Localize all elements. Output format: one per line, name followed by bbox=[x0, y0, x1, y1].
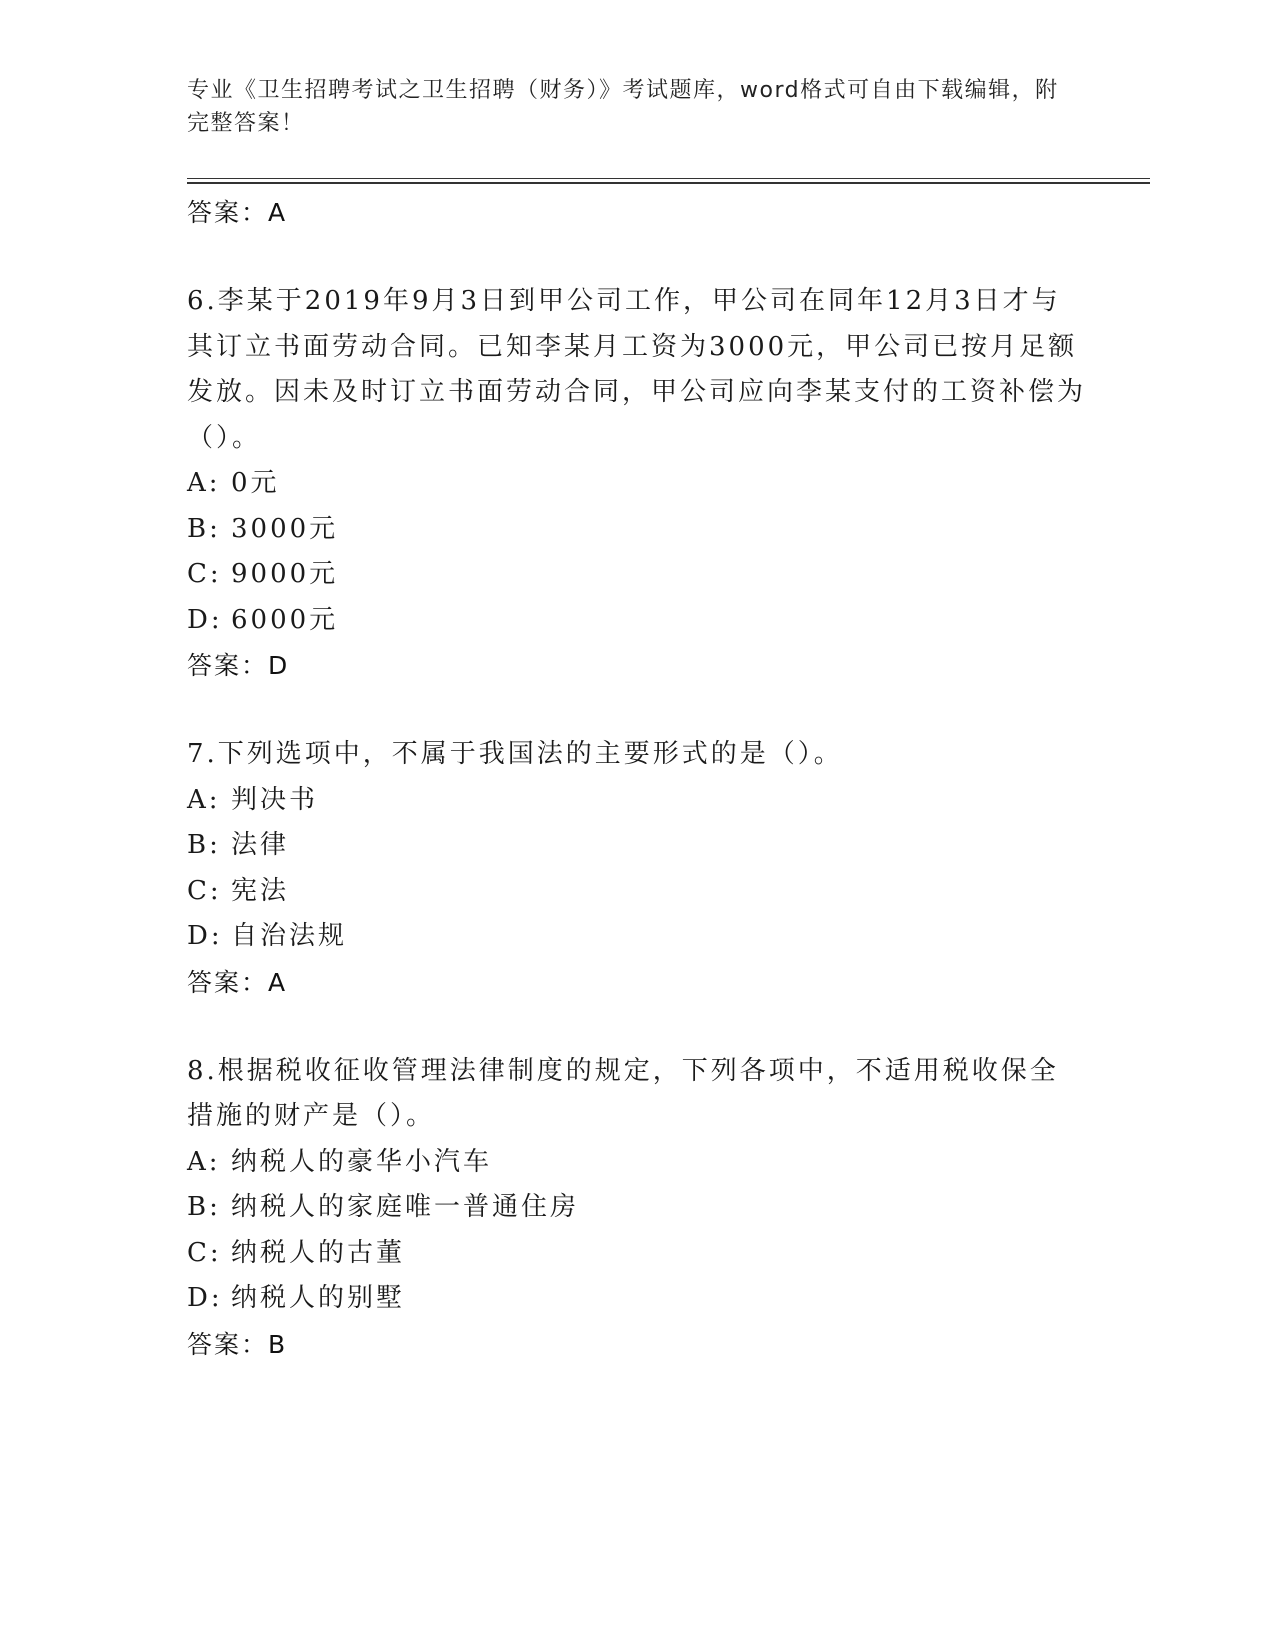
page-header-title: 专业《卫生招聘考试之卫生招聘（财务）》考试题库，word格式可自由下载编辑，附完整答案！ bbox=[187, 78, 1059, 136]
spacer bbox=[187, 1005, 1087, 1049]
answer-line: 答案：D bbox=[187, 651, 290, 680]
option-letter: B: bbox=[187, 513, 221, 544]
option-d bbox=[187, 914, 1087, 960]
option-letter: A: bbox=[187, 1146, 221, 1177]
header-divider-thick bbox=[187, 182, 1150, 184]
option-text: 纳税人的豪华小汽车 bbox=[231, 1146, 493, 1177]
option-text: 判决书 bbox=[231, 784, 319, 815]
option-a bbox=[187, 461, 1087, 507]
option-b bbox=[187, 823, 1087, 869]
option-c bbox=[187, 1231, 1087, 1277]
option-a bbox=[187, 1140, 1087, 1186]
option-text: 0元 bbox=[231, 468, 280, 498]
option-text: 纳税人的别墅 bbox=[231, 1283, 406, 1313]
question-block bbox=[187, 279, 1087, 643]
question-stem: 7.下列选项中，不属于我国法的主要形式的是（）。 bbox=[187, 739, 843, 769]
question-block bbox=[187, 1049, 1087, 1322]
option-text: 3000元 bbox=[231, 513, 339, 544]
option-letter: B: bbox=[187, 830, 221, 860]
option-letter: D: bbox=[187, 921, 223, 951]
option-letter: D: bbox=[187, 604, 223, 635]
spacer bbox=[187, 235, 1087, 279]
spacer bbox=[187, 688, 1087, 732]
question-block bbox=[187, 732, 1087, 960]
option-letter: C: bbox=[187, 559, 222, 589]
header-divider-thin bbox=[187, 178, 1150, 179]
option-b bbox=[187, 507, 1087, 553]
question-list bbox=[187, 190, 1087, 1367]
option-letter: D: bbox=[187, 1283, 223, 1313]
option-text: 纳税人的古董 bbox=[231, 1237, 406, 1268]
option-letter: C: bbox=[187, 1237, 222, 1268]
option-text: 6000元 bbox=[231, 604, 339, 635]
answer-line: 答案：A bbox=[187, 198, 288, 227]
option-text: 纳税人的家庭唯一普通住房 bbox=[231, 1192, 580, 1222]
option-b bbox=[187, 1185, 1087, 1231]
question-stem: 8.根据税收征收管理法律制度的规定，下列各项中，不适用税收保全措施的财产是（）。 bbox=[187, 1055, 1059, 1131]
option-c bbox=[187, 552, 1087, 598]
answer-line: 答案：B bbox=[187, 1329, 288, 1359]
option-c bbox=[187, 869, 1087, 915]
option-text: 法律 bbox=[231, 830, 290, 860]
option-text: 自治法规 bbox=[231, 921, 348, 951]
option-d bbox=[187, 598, 1087, 644]
option-text: 9000元 bbox=[231, 559, 339, 589]
option-letter: C: bbox=[187, 875, 222, 906]
option-a bbox=[187, 778, 1087, 824]
option-letter: A: bbox=[187, 468, 221, 498]
option-letter: A: bbox=[187, 784, 221, 815]
question-stem: 6.李某于2019年9月3日到甲公司工作，甲公司在同年12月3日才与其订立书面劳动合同。已知李某月工资为3000元，甲公司已按月足额发放。因未及时订立书面劳动合同，甲公司应向李某支付的工资补偿为（）。 bbox=[187, 286, 1087, 453]
option-text: 宪法 bbox=[231, 875, 290, 906]
option-d bbox=[187, 1276, 1087, 1322]
answer-line: 答案：A bbox=[187, 967, 288, 997]
option-letter: B: bbox=[187, 1192, 221, 1222]
